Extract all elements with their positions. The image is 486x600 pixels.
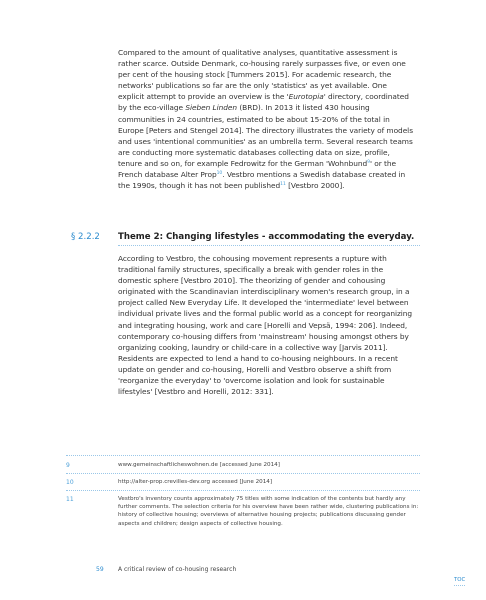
footnote-number-10: 10 xyxy=(66,479,74,486)
footnote-text-9: www.gemeinschaftlicheswohnen.de [accessed June 2014] xyxy=(118,462,280,468)
page-number: 59 xyxy=(96,566,104,573)
footnote-separator xyxy=(66,473,420,474)
body-paragraph-quantitative: Compared to the amount of qualitative analyses, quantitative assessment is rather scarce. Outside Denmark, co-housing rarely surpasses five, or even one per cent of the housing stock [Tummers 2015]. For academic research, the networks' publications so far are the only 'statistics' as yet available. One explicit attempt to provide an overview is the 'Eurotopia' directory, coordinated by the eco-village Sieben Linden (BRD). In 2013 it listed 430 housing communities in 24 countries, estimated to be about 15-20% of the total in Europe [Peters and Stengel 2014]. The directory illustrates the variety of models and uses 'intentional communities' as an umbrella term. Several research teams are conducting more systematic databases collecting data on size, profile, tenure and so on, for example Fedrowitz for the German 'Wohnbund$^9$' or the French database Alter Prop$^{10}$. Vestbro mentions a Swedish database created in the 1990s, though it has not been published$^{11}$ [Vestbro 2000]. xyxy=(118,48,413,191)
running-title: A critical review of co-housing research xyxy=(118,566,237,573)
section-divider xyxy=(118,245,420,246)
footnote-ref-10[interactable]: 10 xyxy=(216,171,223,177)
footnote-text-11: Vestbro's inventory counts approximately 75 titles with some indication of the contents but hardly any further comments. The selection criteria for his overview have been rather wide, clustering publications in: history of collective housing; overviews of alternative housing projects; publications discussing gender aspects and children; design aspects of collective housing. xyxy=(118,496,419,527)
body-paragraph-lifestyles: According to Vestbro, the cohousing movement represents a rupture with traditional family structures, specifically a break with gender roles in the domestic sphere [Vestbro 2010]. The theorizing of gender and cohousing originated with the Scandinavian interdisciplinary women's research group, in a project called New Everyday Life. It developed the 'intermediate' level between individual private lives and the formal public world as a concept for reorganizing and integrating housing, work and care [Horelli and Vepsä, 1994: 206]. Indeed, contemporary co-housing differs from 'mainstream' housing amongst others by organizing cooking, laundry or child-care in a collective way [Jarvis 2011]. Residents are expected to lend a hand to co-housing neighbours. In a recent update on gender and co-housing, Horelli and Vestbro observe a shift from 'reorganize the everyday' to 'overcome isolation and look for sustainable lifestyles' [Vestbro and Horelli, 2012: 331]. xyxy=(118,254,413,397)
footnote-ref-9[interactable]: 9 xyxy=(367,159,370,165)
footnote-number-11: 11 xyxy=(66,496,74,503)
footnote-divider xyxy=(66,455,420,456)
section-number: § 2.2.2 xyxy=(71,232,100,242)
section-title: Theme 2: Changing lifestyles - accommodating the everyday. xyxy=(118,232,415,242)
footnote-text-10: http://alter-prop.crevilles-dev.org accessed [June 2014] xyxy=(118,479,273,485)
footnote-ref-11[interactable]: 11 xyxy=(280,182,286,188)
footnote-number-9: 9 xyxy=(66,462,70,469)
toc-link[interactable]: TOC xyxy=(454,577,465,586)
footnote-separator xyxy=(66,490,420,491)
